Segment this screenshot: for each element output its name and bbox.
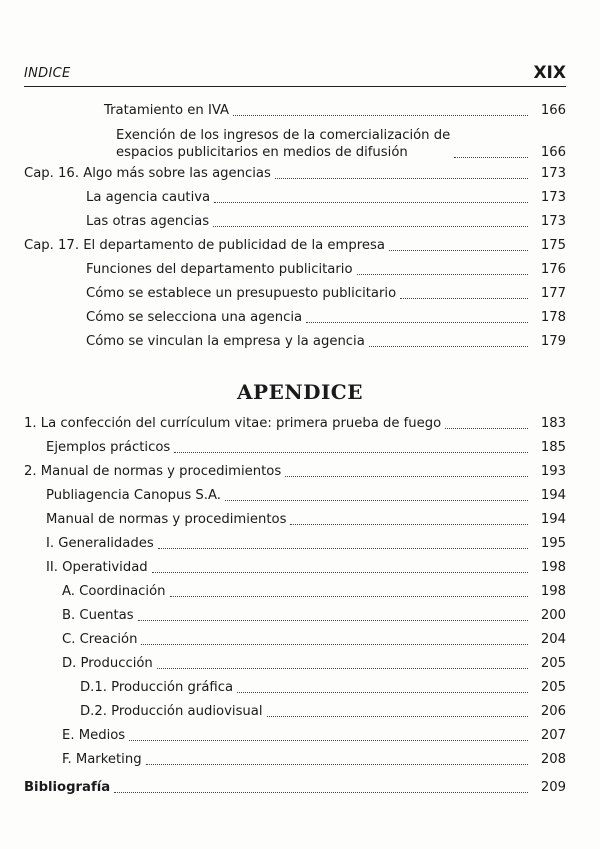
toc-entry-page: 195 xyxy=(540,536,566,551)
toc-entry-label: Las otras agencias xyxy=(86,214,210,229)
toc-entry-page: 166 xyxy=(540,103,566,118)
leader-dots xyxy=(233,115,528,116)
leader-dots xyxy=(400,298,528,299)
toc-entry[interactable] xyxy=(86,260,566,278)
toc-entry-label: D. Producción xyxy=(62,656,153,671)
leader-dots xyxy=(141,644,528,645)
toc-entry-page: 209 xyxy=(540,780,566,795)
toc-entry-label: Manual de normas y procedimientos xyxy=(46,512,287,527)
leader-dots xyxy=(170,596,528,597)
toc-entry-label: 1. La confección del currículum vitae: primera prueba de fuego xyxy=(24,416,442,431)
toc-chapter-16[interactable] xyxy=(24,164,566,182)
toc-entry-label: II. Operatividad xyxy=(46,560,148,575)
toc-entry[interactable] xyxy=(86,308,566,326)
toc-entry[interactable] xyxy=(62,630,566,648)
toc-entry-label: D.1. Producción gráfica xyxy=(80,680,234,695)
leader-dots xyxy=(237,692,528,693)
toc-entry-page: 166 xyxy=(540,145,566,160)
toc-entry-label: Cómo se vinculan la empresa y la agencia xyxy=(86,334,365,349)
toc-entry-page: 185 xyxy=(540,440,566,455)
toc-entry-page: 173 xyxy=(540,214,566,229)
toc-entry-label: Ejemplos prácticos xyxy=(46,440,171,455)
toc-entry[interactable] xyxy=(80,702,566,720)
toc-entry-page: 205 xyxy=(540,656,566,671)
toc-entry[interactable] xyxy=(62,726,566,744)
leader-dots xyxy=(146,764,528,765)
toc-bibliography[interactable] xyxy=(24,778,566,796)
toc-entry-label: La agencia cautiva xyxy=(86,190,211,205)
toc-entry-page: 194 xyxy=(540,512,566,527)
leader-dots xyxy=(114,792,528,793)
toc-entry-label: D.2. Producción audiovisual xyxy=(80,704,263,719)
leader-dots xyxy=(213,226,528,227)
leader-dots xyxy=(158,548,528,549)
toc-entry[interactable] xyxy=(46,438,566,456)
toc-entry[interactable] xyxy=(46,558,566,576)
toc-entry[interactable] xyxy=(86,188,566,206)
leader-dots xyxy=(138,620,528,621)
toc-entry[interactable] xyxy=(62,654,566,672)
toc-entry-label: Funciones del departamento publicitario xyxy=(86,262,353,277)
toc-entry[interactable] xyxy=(46,510,566,528)
toc-entry-page: 183 xyxy=(540,416,566,431)
toc-entry-label: Cómo se establece un presupuesto publicitario xyxy=(86,286,397,301)
toc-entry-page: 178 xyxy=(540,310,566,325)
leader-dots xyxy=(445,428,528,429)
leader-dots xyxy=(369,346,528,347)
toc-entry-page: 200 xyxy=(540,608,566,623)
toc-entry-label: B. Cuentas xyxy=(62,608,134,623)
toc-entry-page: 198 xyxy=(540,584,566,599)
toc-entry-page: 205 xyxy=(540,680,566,695)
toc-entry[interactable] xyxy=(46,534,566,552)
leader-dots xyxy=(290,524,528,525)
toc-entry[interactable] xyxy=(116,125,566,161)
leader-dots xyxy=(157,668,528,669)
toc-entry[interactable] xyxy=(80,678,566,696)
toc-entry[interactable] xyxy=(62,606,566,624)
leader-dots xyxy=(389,250,528,251)
toc-entry-label: Cap. 16. Algo más sobre las agencias xyxy=(24,166,271,181)
toc-entry[interactable] xyxy=(24,414,566,432)
toc-entry-label: I. Generalidades xyxy=(46,536,154,551)
toc-entry-label xyxy=(116,127,450,161)
toc-entry-page: 177 xyxy=(540,286,566,301)
toc-entry-page: 173 xyxy=(540,190,566,205)
toc-chapter-17[interactable] xyxy=(24,236,566,254)
leader-dots xyxy=(214,202,528,203)
toc-entry[interactable] xyxy=(86,284,566,302)
toc-entry-page: 176 xyxy=(540,262,566,277)
toc-entry-page: 173 xyxy=(540,166,566,181)
toc-entry-page: 206 xyxy=(540,704,566,719)
toc-entry-label: Cap. 17. El departamento de publicidad de la empresa xyxy=(24,238,385,253)
toc-entry-label: A. Coordinación xyxy=(62,584,166,599)
toc-entry-page: 194 xyxy=(540,488,566,503)
toc-entry[interactable] xyxy=(62,750,566,768)
leader-dots xyxy=(225,500,528,501)
toc-entry-label: Cómo se selecciona una agencia xyxy=(86,310,303,325)
toc-entry-label: Publiagencia Canopus S.A. xyxy=(46,488,221,503)
toc-entry-page: 179 xyxy=(540,334,566,349)
toc-entry-page: 193 xyxy=(540,464,566,479)
toc-entry-page: 198 xyxy=(540,560,566,575)
toc-entry[interactable] xyxy=(86,332,566,350)
toc-entry[interactable] xyxy=(104,101,566,119)
toc-entry-label-line2: espacios publicitarios en medios de difusión xyxy=(116,145,408,160)
leader-dots xyxy=(357,274,528,275)
running-header xyxy=(24,64,566,87)
leader-dots xyxy=(285,476,528,477)
toc-entry-label: 2. Manual de normas y procedimientos xyxy=(24,464,282,479)
toc-entry-page: 207 xyxy=(540,728,566,743)
toc-entry-label-line1: Exención de los ingresos de la comercialización de xyxy=(116,128,451,143)
toc-entry-page: 204 xyxy=(540,632,566,647)
toc-entry[interactable] xyxy=(24,462,566,480)
toc-entry-page: 175 xyxy=(540,238,566,253)
leader-dots xyxy=(267,716,528,717)
toc-entry-label: Bibliografía xyxy=(24,780,111,795)
section-title: APENDICE xyxy=(237,380,363,404)
toc-entry-label: F. Marketing xyxy=(62,752,142,767)
leader-dots xyxy=(129,740,528,741)
toc-entry-label: E. Medios xyxy=(62,728,126,743)
toc-entry[interactable] xyxy=(62,582,566,600)
page-number-roman: XIX xyxy=(533,63,566,83)
leader-dots xyxy=(152,572,528,573)
toc-entry-page: 208 xyxy=(540,752,566,767)
toc-entry-label: C. Creación xyxy=(62,632,138,647)
header-title: INDICE xyxy=(24,66,71,81)
leader-dots xyxy=(275,178,528,179)
leader-dots xyxy=(454,157,528,158)
leader-dots xyxy=(306,322,528,323)
toc-entry[interactable] xyxy=(86,212,566,230)
toc-entry-label: Tratamiento en IVA xyxy=(104,103,230,118)
toc-entry[interactable] xyxy=(46,486,566,504)
leader-dots xyxy=(174,452,528,453)
